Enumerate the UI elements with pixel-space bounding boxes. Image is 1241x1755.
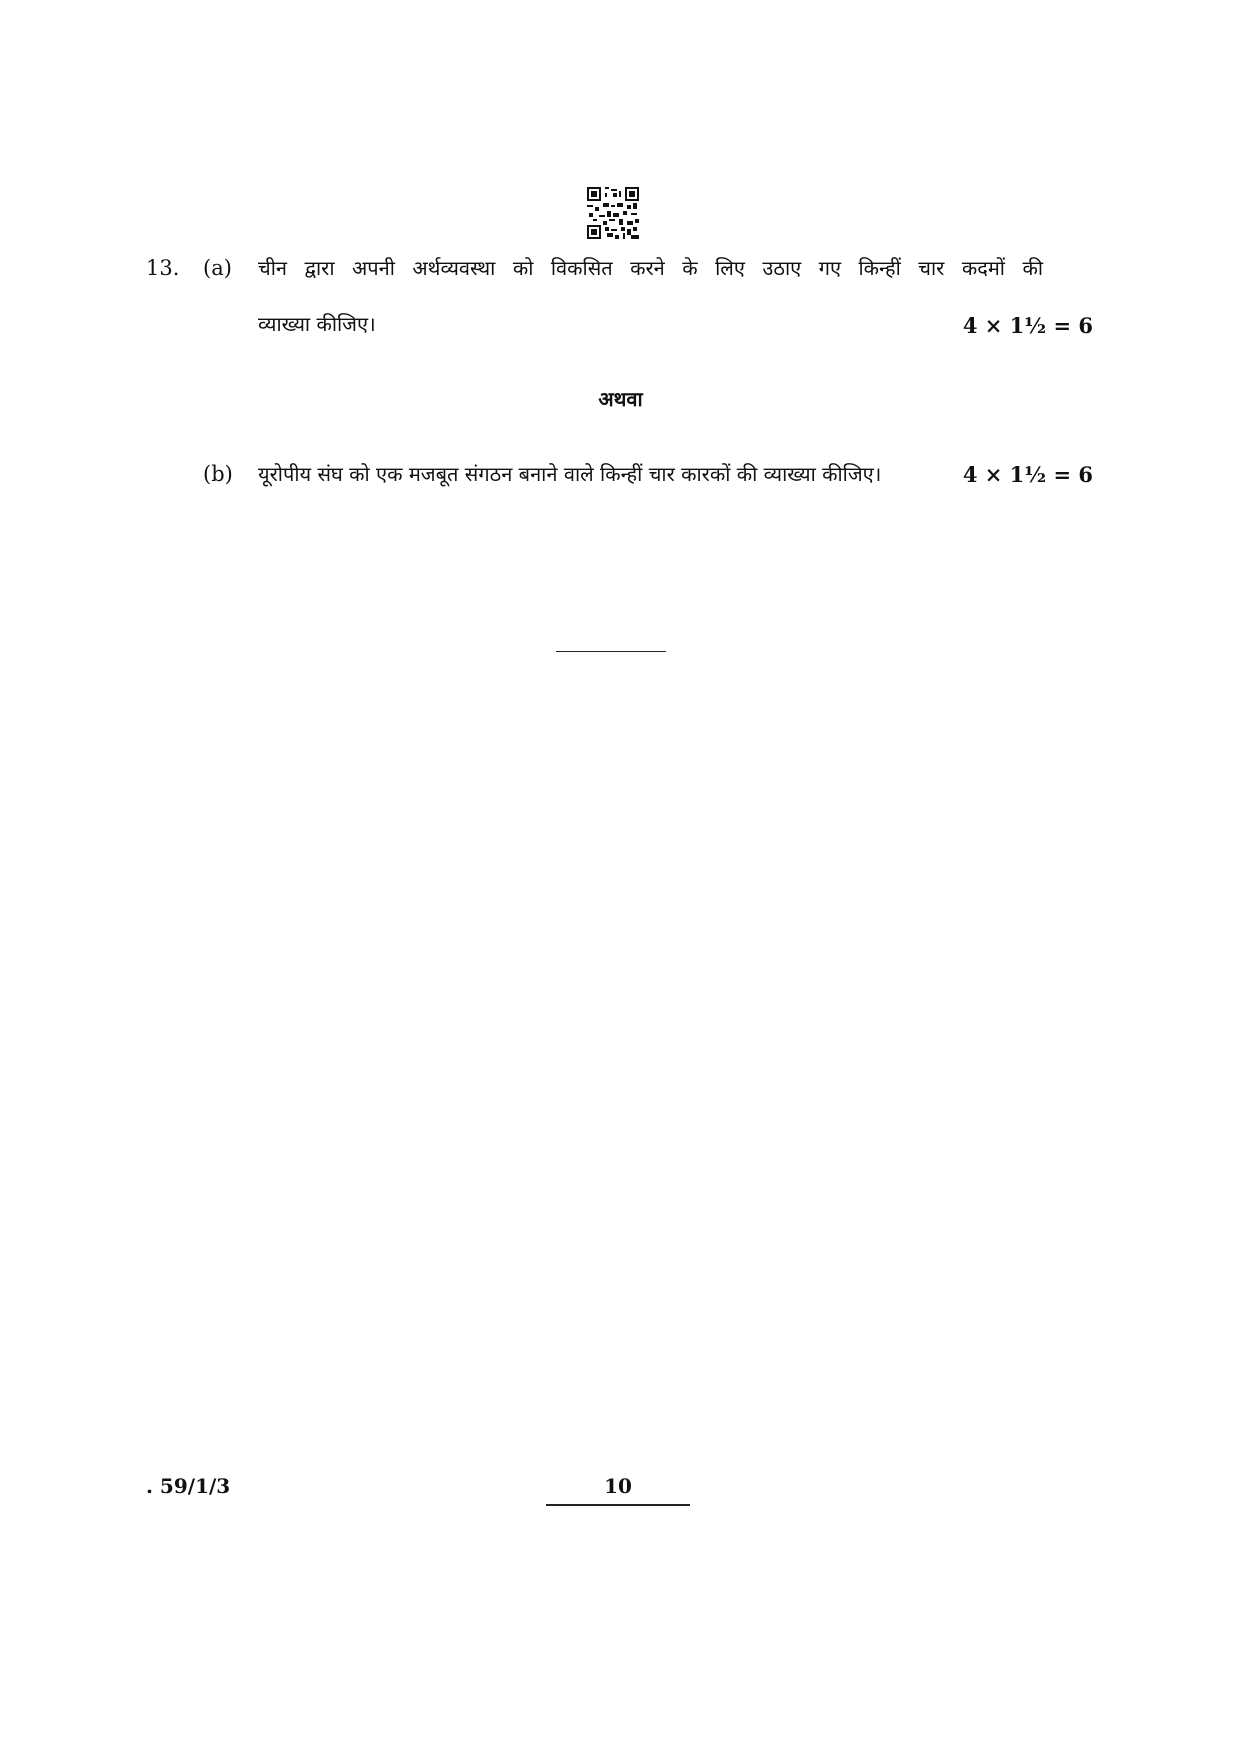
part-b-label: (b) xyxy=(203,462,233,486)
part-b-text: यूरोपीय संघ को एक मजबूत संगठन बनाने वाले किन्हीं चार कारकों की व्याख्या कीजिए। xyxy=(258,462,882,486)
part-a-text-line-2: व्याख्या कीजिए। xyxy=(258,312,376,336)
part-b-marks: 4 × 1½ = 6 xyxy=(962,462,1093,487)
part-a-label: (a) xyxy=(203,256,232,280)
page-number: 10 xyxy=(604,1474,632,1498)
paper-code: . 59/1/3 xyxy=(146,1474,231,1498)
qr-code xyxy=(587,187,639,239)
question-number: 13. xyxy=(146,256,180,280)
page-number-rule xyxy=(546,1504,690,1506)
end-of-paper-rule xyxy=(556,651,666,652)
or-label: अथवा xyxy=(598,387,643,411)
part-a-text-line-1: चीन द्वारा अपनी अर्थव्यवस्था को विकसित करने के लिए उठाए गए किन्हीं चार कदमों की xyxy=(258,256,1043,280)
part-a-marks: 4 × 1½ = 6 xyxy=(962,313,1093,338)
